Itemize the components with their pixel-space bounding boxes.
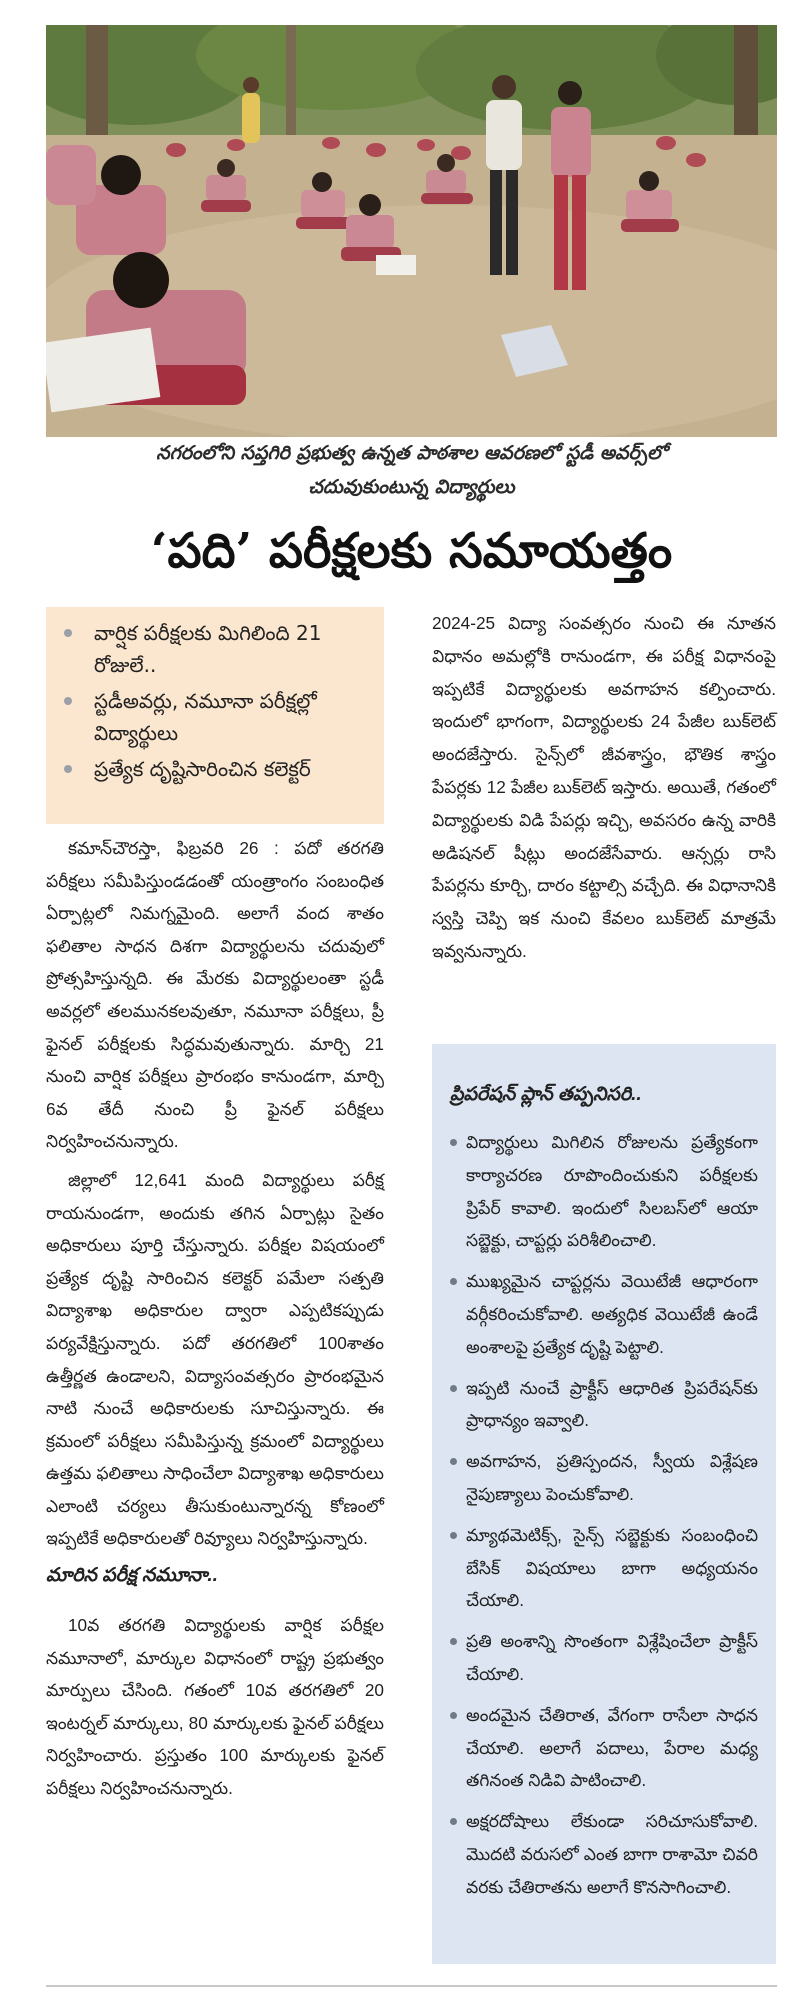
plan-item-text: అవగాహన, ప్రతిస్పందన, స్వీయ విశ్లేషణ నైపుణ్యాలు పెంచుకోవాలి.	[466, 1451, 758, 1504]
bullet-dot-icon	[64, 697, 72, 705]
plan-item-text: అక్షరదోషాలు లేకుండా సరిచూసుకోవాలి. మొదటి వరుసలో ఎంత బాగా రాశామో చివరి వరకు చేతిరాతను అలాగే కొనసాగించాలి.	[466, 1811, 758, 1897]
right-column	[432, 607, 776, 968]
article-headline: ‘పది’ పరీక్షలకు సమాయత్తం	[150, 523, 673, 579]
plan-item	[450, 1625, 758, 1691]
subheading-exam-pattern: మారిన పరీక్ష నమూనా..	[46, 1565, 218, 1587]
highlight-text: ప్రత్యేక దృష్టిసారించిన కలెక్టర్	[94, 757, 311, 781]
plan-item-text: ఇప్పటి నుంచే ప్రాక్టీస్ ఆధారిత ప్రిపరేషన్‌కు ప్రాధాన్యం ఇవ్వాలి.	[466, 1377, 758, 1431]
photo-caption-line-1: నగరంలోని సప్తగిరి ప్రభుత్వ ఉన్నత పాఠశాల ఆవరణలో స్టడీ అవర్స్‌లో	[156, 442, 667, 464]
body-paragraph-3: 10వ తరగతి విద్యార్థులకు వార్షిక పరీక్షల నమూనాలో, మార్కుల విధానంలో రాష్ట్ర ప్రభుత్వం మార్పులు చేసింది. గతంలో 10వ తరగతిలో 20 ఇంటర్నల్ మార్కులు, 80 మార్కులకు ఫైనల్ పరీక్షలు నిర్వహించారు. ప్రస్తుతం 100 మార్కులకు ఫైనల్ పరీక్షలు నిర్వహించనున్నారు.	[46, 1615, 384, 1799]
plan-item	[450, 1126, 758, 1257]
plan-item	[450, 1519, 758, 1617]
plan-item-text: ప్రతి అంశాన్ని సొంతంగా విశ్లేషించేలా ప్రాక్టీస్ చేయాలి.	[466, 1631, 758, 1684]
photo-caption-line-2: చదువుకుంటున్న విద్యార్థులు	[308, 476, 515, 498]
bullet-dot-icon	[64, 629, 72, 637]
article-photo	[46, 25, 777, 437]
body-paragraph-1: కమాన్‌చౌరస్తా, ఫిబ్రవరి 26 : పదో తరగతి పరీక్షలు సమీపిస్తుండడంతో యంత్రాంగం సంబంధిత ఏర్పాట్లలో నిమగ్నమైంది. అలాగే వంద శాతం ఫలితాల సాధన దిశగా విద్యార్థులను చదువులో ప్రోత్సహిస్తున్నది. ఈ మేరకు విద్యార్థులంతా స్టడీ అవర్లలో తలమునకలవుతూ, నమూనా పరీక్షలు, ప్రీ ఫైనల్ పరీక్షలకు సిద్ధమవుతున్నారు. మార్చి 21 నుంచి వార్షిక పరీక్షలు ప్రారంభం కానుండగా, మార్చి 6వ తేదీ నుంచి ప్రీ ఫైనల్ పరీక్షలు నిర్వహించనున్నారు.	[46, 838, 384, 1152]
plan-item	[450, 1445, 758, 1511]
highlight-item	[58, 685, 374, 749]
body-paragraph-2: జిల్లాలో 12,641 మంది విద్యార్థులు పరీక్ష రాయనుండగా, అందుకు తగిన ఏర్పాట్లు సైతం అధికారులు పూర్తి చేస్తున్నారు. పరీక్షల విషయంలో ప్రత్యేక దృష్టి సారించిన కలెక్టర్ పమేలా సత్పతి విద్యాశాఖ అధికారుల ద్వారా ఎప్పటికప్పుడు పర్యవేక్షిస్తున్నారు. పదో తరగతిలో 100శాతం ఉత్తీర్ణత ఉండాలని, విద్యాసంవత్సరం ప్రారంభమైన నాటి నుంచే అధికారులకు సూచిస్తున్నారు. ఈ క్రమంలో పరీక్షలు సమీపిస్తున్న క్రమంలో విద్యార్థులు ఉత్తమ ఫలితాలు సాధించేలా విద్యాశాఖ అధికారులు ఎలాంటి చర్యలు తీసుకుంటున్నారన్న కోణంలో ఇప్పటికే అధికారులతో రివ్యూలు నిర్వహిస్తున్నారు.	[46, 1169, 384, 1549]
body-paragraph-right: 2024-25 విద్యా సంవత్సరం నుంచి ఈ నూతన విధానం అమల్లోకి రానుండగా, ఈ పరీక్ష విధానంపై ఇప్పటికే విద్యార్థులకు అవగాహన కల్పించారు. ఇందులో భాగంగా, విద్యార్థులకు 24 పేజీల బుక్‌లెట్ అందజేస్తారు. సైన్స్‌లో జీవశాస్త్రం, భౌతిక శాస్త్రం పేపర్లకు 12 పేజీల బుక్‌లెట్ ఇస్తారు. అయితే, గతంలో విద్యార్థులకు విడి పేపర్లు ఇచ్చి, అవసరం ఉన్న వారికి అడిషనల్ షీట్లు అందజేసేవారు. ఆన్సర్లు రాసి పేపర్లను కూర్చి, దారం కట్టాల్సి వచ్చేది. ఈ విధానానికి స్వస్తి చెప్పి ఇక నుంచి కేవలం బుక్‌లెట్ మాత్రమే ఇవ్వనున్నారు.	[432, 613, 776, 961]
plan-item	[450, 1805, 758, 1903]
plan-item-text: మ్యాథమెటిక్స్, సైన్స్ సబ్జెక్టుకు సంబంధించి బేసిక్ విషయాలు బాగా అధ్యయనం చేయాలి.	[466, 1524, 758, 1611]
plan-box-title: ప్రిపరేషన్ ప్లాన్ తప్పనిసరి..	[450, 1084, 642, 1105]
highlight-text: స్టడీఅవర్లు, నమూనా పరీక్షల్లో విద్యార్థులు	[94, 689, 317, 745]
plan-item	[450, 1265, 758, 1363]
plan-item	[450, 1372, 758, 1438]
bullet-dot-icon	[450, 1818, 457, 1825]
plan-item-text: విద్యార్థులు మిగిలిన రోజులను ప్రత్యేకంగా కార్యాచరణ రూపొందించుకుని పరీక్షలకు ప్రిపేర్ కావాలి. ఇందులో సిలబస్‌లో ఆయా సబ్జెక్టు, చాప్టర్లు పరిశీలించాలి.	[466, 1132, 758, 1251]
bullet-dot-icon	[450, 1638, 457, 1645]
bullet-dot-icon	[450, 1385, 457, 1392]
bullet-dot-icon	[450, 1278, 457, 1285]
plan-item-text: అందమైన చేతిరాత, వేగంగా రాసేలా సాధన చేయాలి. అలాగే పదాలు, పేరాల మధ్య తగినంత నిడివి పాటించాలి.	[466, 1704, 758, 1791]
left-column	[46, 832, 384, 1811]
bullet-dot-icon	[450, 1458, 457, 1465]
highlight-item	[58, 753, 374, 785]
bullet-dot-icon	[450, 1532, 457, 1539]
highlights-box	[46, 607, 384, 824]
bottom-divider	[46, 1985, 777, 1987]
plan-item	[450, 1699, 758, 1797]
preparation-plan-box	[432, 1044, 776, 1964]
students-outdoor-photo	[46, 25, 777, 437]
bullet-dot-icon	[450, 1139, 457, 1146]
plan-item-text: ముఖ్యమైన చాప్టర్లను వెయిటేజీ ఆధారంగా వర్గీకరించుకోవాలి. అత్యధిక వెయిటేజీ ఉండే అంశాలపై ప్రత్యేక దృష్టి పెట్టాలి.	[466, 1271, 758, 1357]
highlight-item	[58, 617, 374, 681]
bullet-dot-icon	[450, 1712, 457, 1719]
highlight-text: వార్షిక పరీక్షలకు మిగిలింది 21 రోజులే..	[94, 621, 322, 677]
bullet-dot-icon	[64, 765, 72, 773]
